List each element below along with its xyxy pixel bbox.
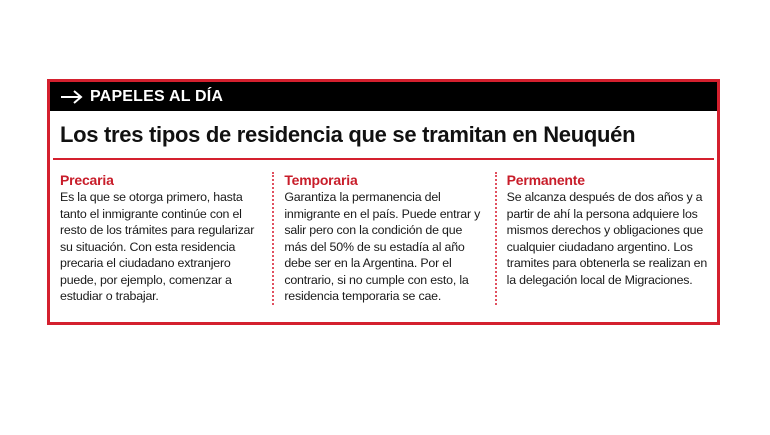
headline: Los tres tipos de residencia que se tramitan en Neuquén — [60, 121, 636, 147]
column-title: Permanente — [506, 172, 585, 188]
column-precaria — [50, 172, 272, 305]
column-temporaria — [272, 172, 494, 305]
columns — [50, 160, 717, 305]
column-title: Temporaria — [284, 172, 358, 188]
section-label: PAPELES AL DÍA — [90, 87, 224, 105]
column-text: Garantiza la permanencia del inmigrante en el país. Puede entrar y salir pero con la condición de que más del 50% de su estadía al año debe ser en la Argentina. Por el contrario, si no cumple con esto, la residencia temporaria se cae. — [284, 190, 481, 303]
arrow-right-icon — [60, 89, 84, 105]
column-title: Precaria — [60, 172, 114, 188]
column-text: Se alcanza después de dos años y a partir de ahí la persona adquiere los mismos derechos y obligaciones que cualquier ciudadano argentino. Los tramites para obtenerla se realizan en la delegación local de Migraciones. — [506, 190, 708, 287]
section-bar — [50, 82, 717, 111]
column-text: Es la que se otorga primero, hasta tanto el inmigrante continúe con el resto de los trámites para regularizar su situación. Con esta residencia precaria el ciudadano extranjero puede, por ejemplo, comenzar a estudiar o trabajar. — [60, 190, 255, 303]
info-box — [47, 79, 720, 325]
column-permanente — [495, 172, 717, 305]
